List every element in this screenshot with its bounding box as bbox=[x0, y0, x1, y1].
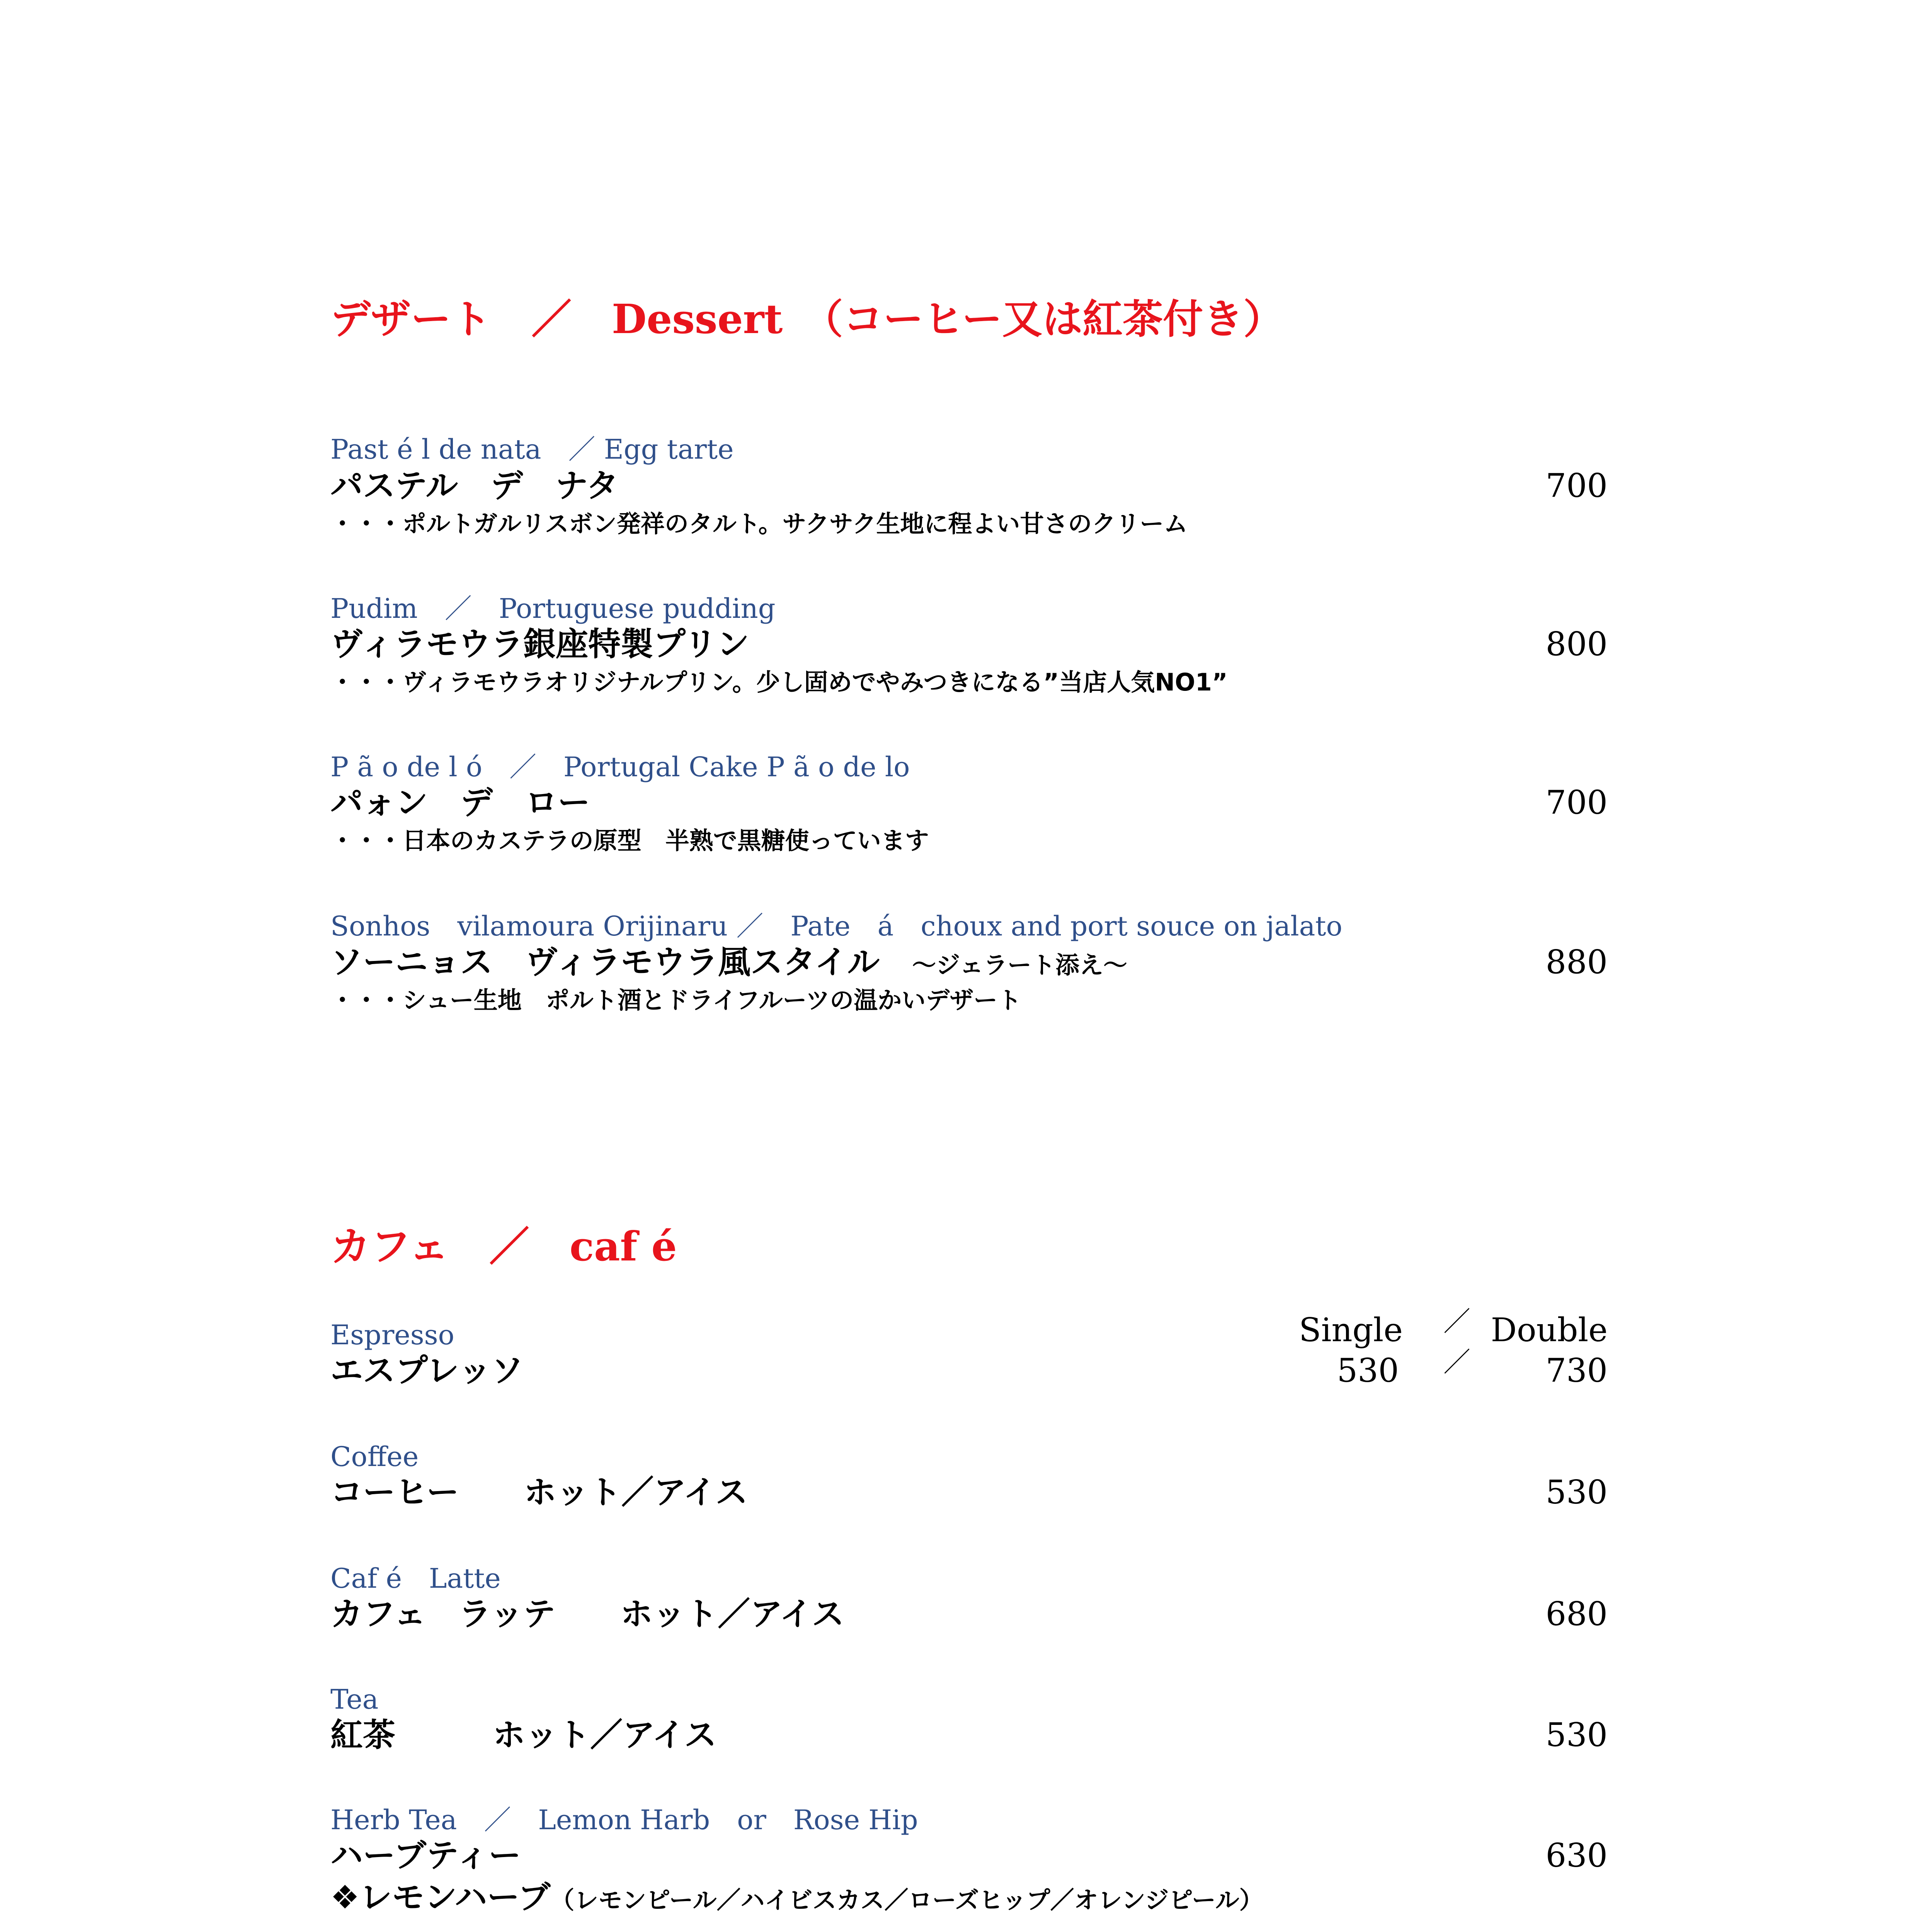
egg-tart-description: ・・・ポルトガルリスボン発祥のタルト。サクサク生地に程よい甘さのクリーム bbox=[330, 510, 1188, 538]
coffee-english-name: Coffee bbox=[330, 1441, 419, 1473]
tea-price: 530 bbox=[1545, 1716, 1608, 1754]
herb-tea-english-name: Herb Tea ／ Lemon Harb or Rose Hip bbox=[330, 1804, 918, 1836]
sonhos-japanese-line bbox=[330, 943, 1128, 981]
pao-de-lo-japanese-name: パォン デ ロー bbox=[330, 784, 590, 821]
sonhos-english-name: Sonhos vilamoura Orijinaru ／ Pate á choux and port souce on jalato bbox=[330, 910, 1343, 942]
herb-tea-price: 630 bbox=[1545, 1837, 1608, 1874]
cafe-section-title: カフェ ／ caf é bbox=[330, 1223, 677, 1270]
tea-japanese-name: 紅茶 ホット／アイス bbox=[330, 1716, 717, 1754]
espresso-double-header: Double bbox=[1491, 1311, 1608, 1349]
coffee-price: 530 bbox=[1545, 1473, 1608, 1511]
espresso-header-slash: ／ bbox=[1443, 1306, 1470, 1337]
pao-de-lo-english-name: P ã o de l ó ／ Portugal Cake P ã o de lo bbox=[330, 751, 910, 783]
cafe-latte-english-name: Caf é Latte bbox=[330, 1563, 501, 1594]
pao-de-lo-description: ・・・日本のカステラの原型 半熟で黒糖使っています bbox=[330, 827, 929, 855]
dessert-section-title: デザート ／ Dessert （コーヒー又は紅茶付き） bbox=[330, 295, 1284, 343]
sonhos-description: ・・・シュー生地 ポルト酒とドライフルーツの温かいデザート bbox=[330, 986, 1022, 1014]
egg-tart-japanese-name: パステル デ ナタ bbox=[330, 467, 619, 505]
tea-english-name: Tea bbox=[330, 1684, 379, 1715]
sonhos-price: 880 bbox=[1545, 943, 1608, 981]
egg-tart-price: 700 bbox=[1545, 467, 1608, 505]
pudding-english-name: Pudim ／ Portuguese pudding bbox=[330, 593, 776, 624]
espresso-price-slash: ／ bbox=[1443, 1346, 1470, 1378]
herb-tea-note-main: ❖レモンハーブ bbox=[330, 1878, 551, 1916]
pudding-japanese-name: ヴィラモウラ銀座特製プリン bbox=[330, 625, 749, 663]
espresso-english-name: Espresso bbox=[330, 1319, 454, 1351]
pudding-description: ・・・ヴィラモウラオリジナルプリン。少し固めでやみつきになる”当店人気NO1” bbox=[330, 668, 1228, 696]
coffee-japanese-name: コーヒー ホット／アイス bbox=[330, 1473, 748, 1511]
egg-tart-english-name: Past é l de nata ／ Egg tarte bbox=[330, 434, 734, 465]
espresso-japanese-name: エスプレッソ bbox=[330, 1352, 524, 1389]
herb-tea-japanese-name: ハーブティー bbox=[330, 1837, 521, 1874]
cafe-latte-price: 680 bbox=[1545, 1595, 1608, 1633]
espresso-single-header: Single bbox=[1299, 1311, 1403, 1349]
espresso-double-price: 730 bbox=[1545, 1352, 1608, 1389]
espresso-single-price: 530 bbox=[1337, 1352, 1399, 1389]
herb-tea-note bbox=[330, 1878, 1263, 1916]
sonhos-japanese-name: ソーニョス ヴィラモウラ風スタイル bbox=[330, 943, 912, 981]
sonhos-japanese-subtitle: ～ジェラート添え～ bbox=[912, 951, 1128, 979]
cafe-latte-japanese-name: カフェ ラッテ ホット／アイス bbox=[330, 1595, 844, 1633]
pudding-price: 800 bbox=[1545, 625, 1608, 663]
pao-de-lo-price: 700 bbox=[1545, 784, 1608, 821]
herb-tea-note-detail: （レモンピール／ハイビスカス／ローズヒップ／オレンジピール） bbox=[550, 1886, 1263, 1914]
